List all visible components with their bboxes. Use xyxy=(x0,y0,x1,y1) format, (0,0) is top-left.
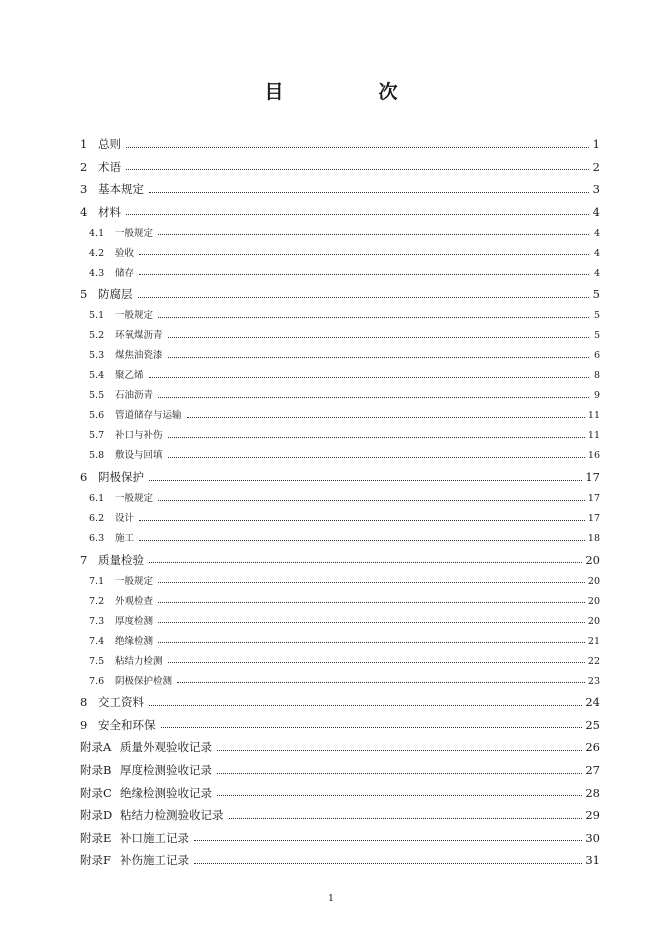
toc-dot-leader xyxy=(187,417,585,418)
toc-entry-page: 2 xyxy=(592,159,600,174)
toc-chapter-entry[interactable] xyxy=(80,196,600,219)
toc-entry-page: 21 xyxy=(587,635,600,647)
toc-entry-number: 6.2 xyxy=(89,513,105,525)
toc-entry-title: 厚度检测验收记录 xyxy=(120,763,212,778)
toc-appendix-entry[interactable] xyxy=(80,799,600,822)
toc-entry-title: 绝缘检测验收记录 xyxy=(120,785,212,800)
toc-entry-number: 6.3 xyxy=(89,533,105,545)
toc-dot-leader xyxy=(194,840,582,841)
toc-entry-number: 5.1 xyxy=(89,310,105,322)
toc-section-entry[interactable] xyxy=(80,566,600,586)
toc-entry-number: 6 xyxy=(80,470,88,485)
toc-entry-page: 17 xyxy=(587,513,600,525)
page-title: 目 次 xyxy=(264,81,436,103)
toc-entry-title: 补伤施工记录 xyxy=(120,853,189,868)
toc-entry-number: 4.3 xyxy=(89,267,105,279)
toc-entry-title: 补口施工记录 xyxy=(120,830,189,845)
toc-entry-number: 3 xyxy=(80,182,88,197)
toc-appendix-entry[interactable] xyxy=(80,754,600,777)
toc-section-entry[interactable] xyxy=(80,441,600,461)
toc-entry-title: 阴极保护 xyxy=(98,470,144,485)
toc-dot-leader xyxy=(149,480,582,481)
toc-entry-page: 20 xyxy=(587,595,600,607)
toc-entry-title: 验收 xyxy=(115,247,135,259)
toc-entry-title: 质量外观验收记录 xyxy=(120,740,212,755)
toc-dot-leader xyxy=(194,863,582,864)
toc-entry-page: 4 xyxy=(593,227,600,239)
toc-dot-leader xyxy=(168,457,585,458)
toc-entry-page: 6 xyxy=(593,350,600,362)
toc-appendix-entry[interactable] xyxy=(80,822,600,845)
toc-entry-number: 5.7 xyxy=(89,430,105,442)
toc-entry-title: 外观检查 xyxy=(115,595,154,607)
toc-section-entry[interactable] xyxy=(80,646,600,666)
toc-section-entry[interactable] xyxy=(80,586,600,606)
toc-entry-title: 煤焦油瓷漆 xyxy=(115,350,163,362)
toc-dot-leader xyxy=(158,602,585,603)
toc-dot-leader xyxy=(158,582,585,583)
toc-dot-leader xyxy=(158,397,589,398)
toc-entry-number: 7.3 xyxy=(89,615,105,627)
toc-entry-page: 11 xyxy=(587,410,600,422)
toc-section-entry[interactable] xyxy=(80,321,600,341)
toc-entry-page: 28 xyxy=(585,785,600,800)
toc-section-entry[interactable] xyxy=(80,421,600,441)
toc-section-entry[interactable] xyxy=(80,238,600,258)
table-of-contents xyxy=(80,128,600,867)
toc-entry-title: 补口与补伤 xyxy=(115,430,163,442)
toc-entry-page: 3 xyxy=(592,182,600,197)
toc-dot-leader xyxy=(138,297,590,298)
toc-appendix-entry[interactable] xyxy=(80,731,600,754)
toc-entry-number: 5.6 xyxy=(89,410,105,422)
toc-entry-page: 20 xyxy=(587,615,600,627)
toc-entry-title: 敷设与回填 xyxy=(115,450,163,462)
toc-dot-leader xyxy=(149,377,589,378)
toc-dot-leader xyxy=(168,662,585,663)
toc-dot-leader xyxy=(126,214,589,215)
toc-dot-leader xyxy=(168,437,585,438)
toc-entry-page: 5 xyxy=(592,287,600,302)
toc-dot-leader xyxy=(149,705,582,706)
toc-chapter-entry[interactable] xyxy=(80,173,600,196)
toc-entry-page: 4 xyxy=(592,204,600,219)
toc-entry-number: 7.1 xyxy=(89,575,105,587)
toc-chapter-entry[interactable] xyxy=(80,544,600,567)
toc-entry-number: 4 xyxy=(80,204,88,219)
toc-entry-title: 粘结力检测 xyxy=(115,655,163,667)
toc-entry-page: 26 xyxy=(585,740,600,755)
toc-entry-page: 8 xyxy=(593,370,600,382)
toc-entry-title: 管道储存与运输 xyxy=(115,410,182,422)
toc-entry-page: 20 xyxy=(587,575,600,587)
toc-entry-page: 24 xyxy=(585,695,600,710)
toc-section-entry[interactable] xyxy=(80,524,600,544)
toc-entry-number: 7.6 xyxy=(89,675,105,687)
toc-entry-title: 基本规定 xyxy=(98,182,144,197)
toc-entry-title: 一般规定 xyxy=(115,310,154,322)
toc-entry-page: 17 xyxy=(587,493,600,505)
toc-entry-page: 27 xyxy=(585,763,600,778)
toc-entry-number: 4.1 xyxy=(89,227,105,239)
toc-entry-title: 聚乙烯 xyxy=(115,370,144,382)
toc-entry-number: 5.2 xyxy=(89,330,105,342)
toc-entry-number: 附录A xyxy=(80,740,112,755)
toc-entry-page: 11 xyxy=(587,430,600,442)
toc-entry-title: 术语 xyxy=(98,159,121,174)
toc-entry-title: 厚度检测 xyxy=(115,615,154,627)
toc-entry-title: 材料 xyxy=(98,204,121,219)
toc-dot-leader xyxy=(217,750,582,751)
toc-section-entry[interactable] xyxy=(80,258,600,278)
toc-chapter-entry[interactable] xyxy=(80,151,600,174)
toc-entry-number: 7.5 xyxy=(89,655,105,667)
toc-entry-page: 25 xyxy=(585,717,600,732)
toc-section-entry[interactable] xyxy=(80,484,600,504)
toc-dot-leader xyxy=(168,357,589,358)
toc-dot-leader xyxy=(126,147,589,148)
toc-entry-page: 31 xyxy=(585,853,600,868)
toc-section-entry[interactable] xyxy=(80,301,600,321)
toc-entry-title: 粘结力检测验收记录 xyxy=(120,808,224,823)
toc-entry-page: 18 xyxy=(587,533,600,545)
toc-entry-title: 一般规定 xyxy=(115,575,154,587)
toc-entry-number: 4.2 xyxy=(89,247,105,259)
toc-entry-number: 附录B xyxy=(80,763,112,778)
toc-dot-leader xyxy=(177,682,585,683)
toc-entry-number: 2 xyxy=(80,159,88,174)
toc-chapter-entry[interactable] xyxy=(80,686,600,709)
toc-dot-leader xyxy=(139,274,589,275)
toc-section-entry[interactable] xyxy=(80,218,600,238)
toc-entry-number: 7.2 xyxy=(89,595,105,607)
toc-entry-number: 6.1 xyxy=(89,493,105,505)
toc-dot-leader xyxy=(139,520,585,521)
toc-entry-number: 附录F xyxy=(80,853,111,868)
toc-dot-leader xyxy=(158,317,589,318)
toc-section-entry[interactable] xyxy=(80,361,600,381)
toc-section-entry[interactable] xyxy=(80,606,600,626)
toc-chapter-entry[interactable] xyxy=(80,709,600,732)
toc-entry-title: 储存 xyxy=(115,267,135,279)
toc-entry-title: 施工 xyxy=(115,533,135,545)
toc-section-entry[interactable] xyxy=(80,401,600,421)
toc-appendix-entry[interactable] xyxy=(80,777,600,800)
toc-entry-number: 5.3 xyxy=(89,350,105,362)
toc-entry-page: 20 xyxy=(585,552,600,567)
toc-entry-page: 22 xyxy=(587,655,600,667)
toc-dot-leader xyxy=(158,234,589,235)
toc-entry-page: 17 xyxy=(585,470,600,485)
toc-dot-leader xyxy=(158,500,585,501)
toc-dot-leader xyxy=(229,818,583,819)
toc-entry-page: 4 xyxy=(593,267,600,279)
toc-entry-page: 30 xyxy=(585,830,600,845)
toc-chapter-entry[interactable] xyxy=(80,461,600,484)
toc-entry-title: 一般规定 xyxy=(115,493,154,505)
toc-entry-number: 8 xyxy=(80,695,88,710)
toc-entry-title: 安全和环保 xyxy=(98,717,156,732)
toc-entry-number: 5.5 xyxy=(89,390,105,402)
toc-entry-title: 总则 xyxy=(98,137,121,152)
toc-dot-leader xyxy=(149,192,589,193)
toc-entry-title: 绝缘检测 xyxy=(115,635,154,647)
toc-section-entry[interactable] xyxy=(80,626,600,646)
toc-section-entry[interactable] xyxy=(80,341,600,361)
toc-section-entry[interactable] xyxy=(80,666,600,686)
toc-entry-page: 5 xyxy=(593,330,600,342)
toc-dot-leader xyxy=(126,169,589,170)
toc-entry-title: 设计 xyxy=(115,513,135,525)
toc-entry-number: 5.8 xyxy=(89,450,105,462)
toc-entry-page: 23 xyxy=(587,675,600,687)
toc-chapter-entry[interactable] xyxy=(80,128,600,151)
toc-entry-title: 质量检验 xyxy=(98,552,144,567)
toc-entry-title: 一般规定 xyxy=(115,227,154,239)
toc-section-entry[interactable] xyxy=(80,381,600,401)
toc-dot-leader xyxy=(161,727,583,728)
toc-entry-number: 7.4 xyxy=(89,635,105,647)
toc-entry-title: 阴极保护检测 xyxy=(115,675,173,687)
toc-dot-leader xyxy=(217,795,582,796)
toc-entry-page: 9 xyxy=(593,390,600,402)
toc-entry-number: 附录D xyxy=(80,808,113,823)
toc-entry-number: 9 xyxy=(80,717,88,732)
toc-section-entry[interactable] xyxy=(80,504,600,524)
toc-entry-page: 5 xyxy=(593,310,600,322)
toc-entry-title: 防腐层 xyxy=(98,287,133,302)
toc-entry-number: 5 xyxy=(80,287,88,302)
toc-entry-number: 5.4 xyxy=(89,370,105,382)
toc-dot-leader xyxy=(139,254,589,255)
toc-chapter-entry[interactable] xyxy=(80,278,600,301)
page-number: 1 xyxy=(327,893,335,904)
toc-entry-title: 石油沥青 xyxy=(115,390,154,402)
toc-entry-title: 交工资料 xyxy=(98,695,144,710)
toc-entry-number: 附录C xyxy=(80,785,112,800)
toc-dot-leader xyxy=(139,540,585,541)
toc-dot-leader xyxy=(217,773,582,774)
toc-entry-number: 附录E xyxy=(80,830,112,845)
toc-appendix-entry[interactable] xyxy=(80,844,600,867)
toc-entry-page: 16 xyxy=(587,450,600,462)
toc-dot-leader xyxy=(158,622,585,623)
toc-entry-number: 1 xyxy=(80,137,88,152)
toc-entry-number: 7 xyxy=(80,552,88,567)
toc-entry-page: 4 xyxy=(593,247,600,259)
toc-entry-page: 1 xyxy=(592,137,600,152)
toc-entry-page: 29 xyxy=(585,808,600,823)
toc-dot-leader xyxy=(158,642,585,643)
toc-entry-title: 环氧煤沥青 xyxy=(115,330,163,342)
toc-dot-leader xyxy=(149,562,582,563)
toc-dot-leader xyxy=(168,337,589,338)
